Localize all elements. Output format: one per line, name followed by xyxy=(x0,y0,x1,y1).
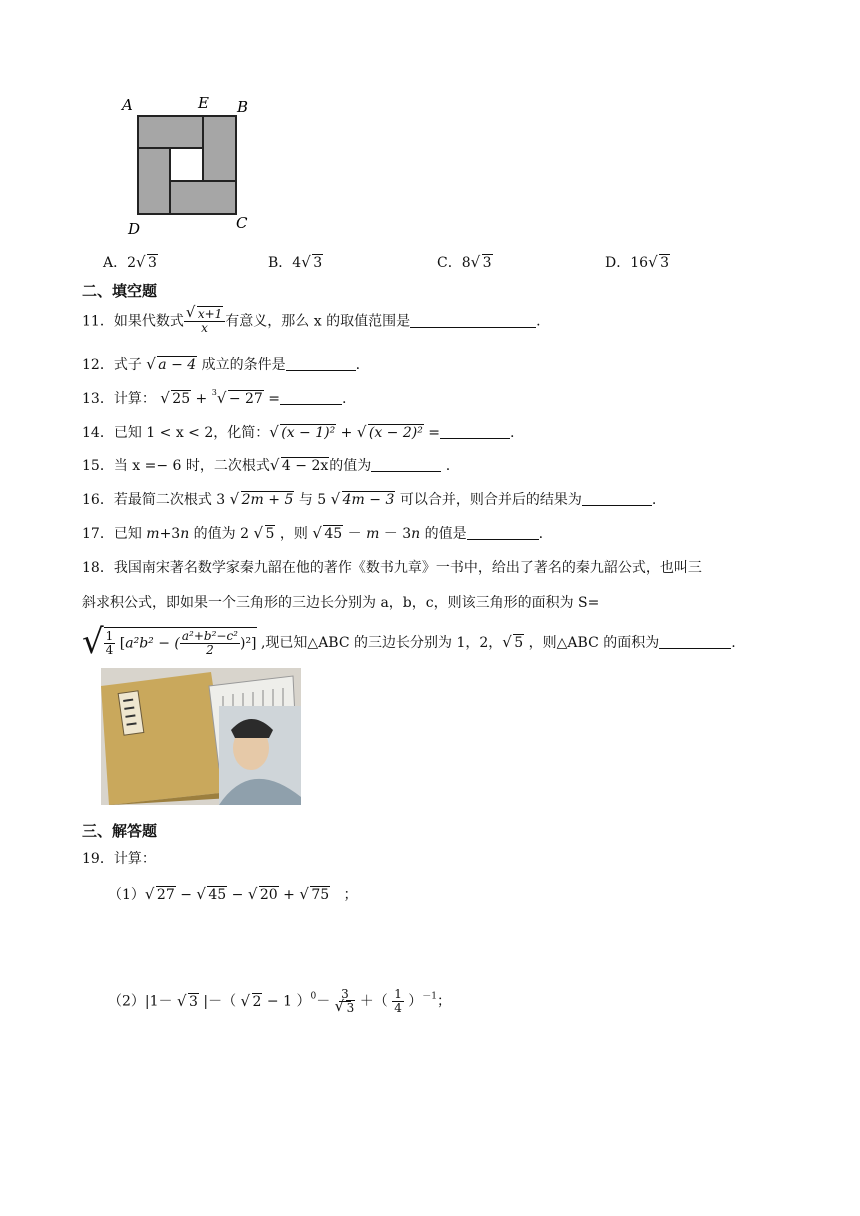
answer-blank[interactable] xyxy=(659,634,731,649)
book-portrait-image xyxy=(101,668,301,805)
question-13: 13．计算： √ 25 + $^3$√ − 27 = . xyxy=(82,388,346,408)
question-14: 14．已知 1 < x < 2，化简：√ (x − 1)² + √ (x − 2)² = . xyxy=(82,422,515,442)
label-d: D xyxy=(128,220,141,238)
square-figure xyxy=(118,92,268,242)
label-b: B xyxy=(237,98,249,116)
label-c: C xyxy=(236,214,248,232)
option-d: D．16√ 3 xyxy=(605,252,670,272)
question-18-line2: 斜求积公式，即如果一个三角形的三边长分别为 a，b，c，则该三角形的面积为 S= xyxy=(82,595,600,611)
question-16: 16．若最简二次根式 3 √ 2m + 5 与 5 √ 4m − 3 可以合并，则合并后的结果为 . xyxy=(82,489,656,509)
question-15: 15．当 x =− 6 时，二次根式√ 4 − 2x的值为 . xyxy=(82,455,450,475)
label-a: A xyxy=(122,96,133,114)
answer-blank[interactable] xyxy=(440,424,510,439)
section-title-fill-blank: 二、填空题 xyxy=(82,282,158,300)
answer-blank[interactable] xyxy=(280,390,342,405)
option-c: C．8√ 3 xyxy=(437,252,493,272)
answer-blank[interactable] xyxy=(371,457,441,472)
answer-blank[interactable] xyxy=(410,313,536,328)
question-17: 17．已知 m+3n 的值为 2 √ 5 ，则 √ 45 － m － 3n 的值是 . xyxy=(82,523,543,543)
label-e: E xyxy=(198,94,209,112)
question-12: 12．式子 √ a − 4 成立的条件是 . xyxy=(82,354,360,374)
question-19: 19．计算： xyxy=(82,851,156,867)
question-19-part2: （2）|1－ √ 3 |－（ √ 2 − 1 ）$^0$－ 3 √ 3 ＋（ $\frac{1}{4}$ ）$^{-1}$； xyxy=(108,988,451,1015)
section-title-solve: 三、解答题 xyxy=(82,822,158,840)
question-11: 11．如果代数式 √ $\frac{x+1}{x}$ 有意义，那么 x 的取值范围是 . xyxy=(82,308,541,335)
option-a: A．2√ 3 xyxy=(103,252,158,272)
option-b: B．4√ 3 xyxy=(268,252,323,272)
question-19-part1: （1）√ 27 − √ 45 − √ 20 + √ 75 ； xyxy=(108,884,358,904)
question-18-line3: √ $\frac{1}{4}$ [a²b² − ( $\frac{\text{a²+b²−c²}}{2}$ )²] ,现已知△ABC 的三边长分别为 1，2，√ 5 ，则△ABC 的面积为 . xyxy=(82,622,736,662)
answer-blank[interactable] xyxy=(582,491,652,506)
answer-blank[interactable] xyxy=(467,525,539,540)
answer-blank[interactable] xyxy=(286,356,356,371)
question-18-line1: 18．我国南宋著名数学家秦九韶在他的著作《数书九章》一书中，给出了著名的秦九韶公式，也叫三 xyxy=(82,560,702,576)
